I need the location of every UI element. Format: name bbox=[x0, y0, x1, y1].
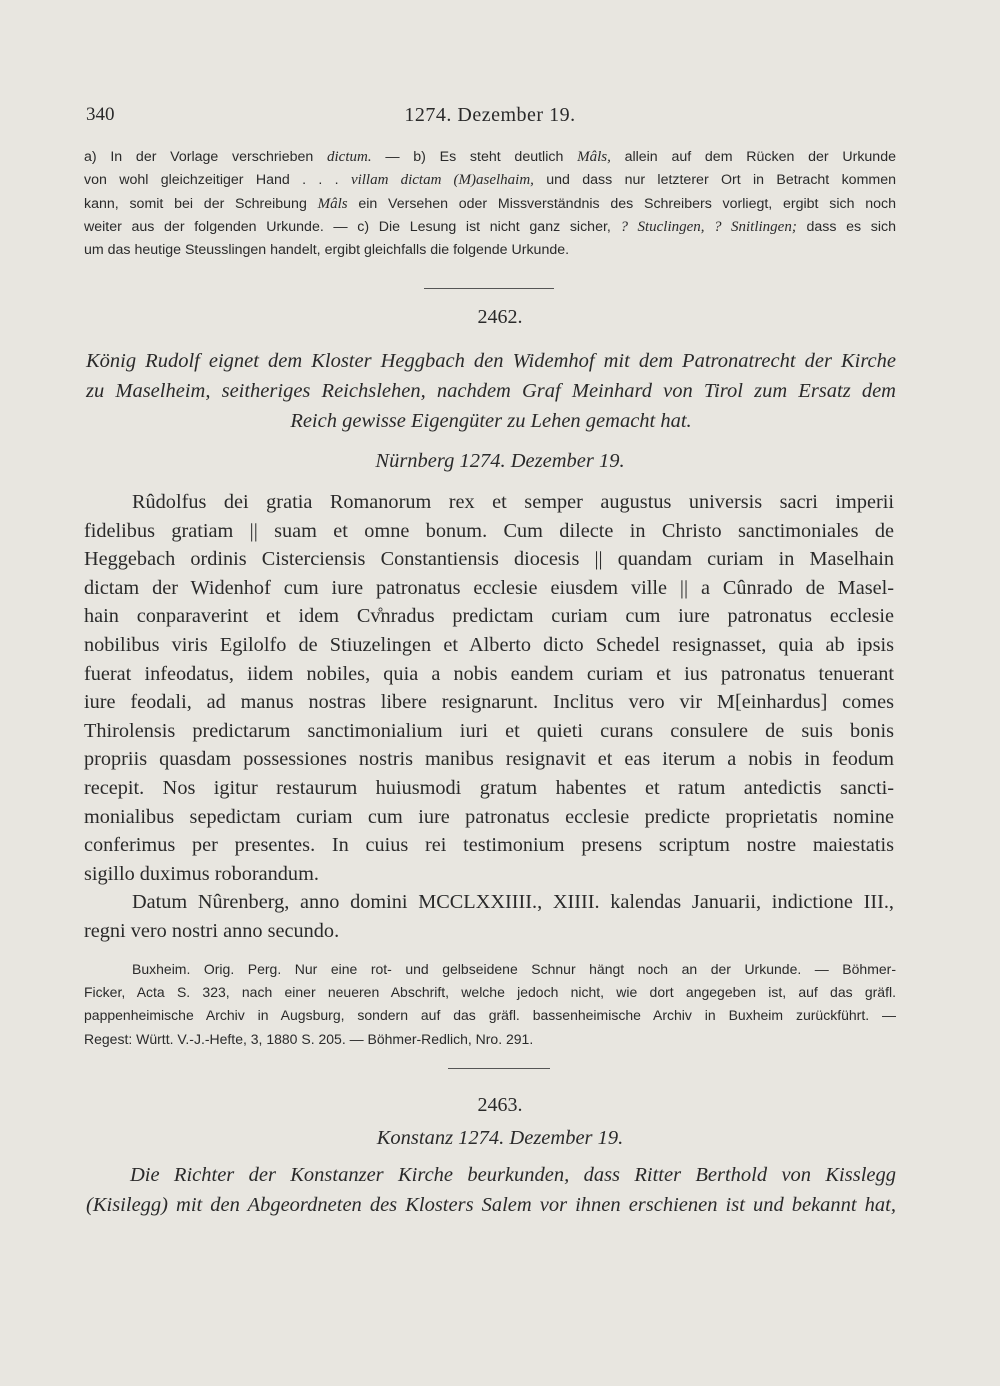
page-header bbox=[86, 100, 894, 130]
regest-line: Reich gewisse Eigengüter zu Lehen gemacht hat. bbox=[290, 410, 692, 432]
regest-line: Die Richter der Konstanzer Kirche beurkunden, dass Ritter Berthold von Kisslegg bbox=[130, 1164, 896, 1186]
source-notes bbox=[84, 958, 896, 1051]
separator-rule bbox=[448, 1068, 550, 1069]
entry-number: 2463. bbox=[477, 1094, 523, 1116]
text-line: regni vero nostri anno secundo. bbox=[84, 919, 340, 942]
footnote-line: um das heutige Steusslingen handelt, ergibt gleichfalls die folgende Urkunde. bbox=[84, 242, 570, 259]
text-line: fuerat infeodatus, iidem nobiles, quia a nobis eandem curiam et ius patronatus tenuerant bbox=[84, 662, 894, 685]
note-line: Ficker, Acta S. 323, nach einer neueren Abschrift, welche jedoch nicht, wie dort angegeben ist, auf das gräfl. bbox=[84, 984, 896, 1001]
text-line: hain conparaverint et idem Cv̊nradus predictam curiam cum iure patronatus ecclesie bbox=[84, 605, 894, 628]
regest bbox=[86, 346, 896, 436]
text-line: conferimus per presentes. In cuius rei testimonium presens scriptum nostre maiestatis bbox=[84, 834, 894, 857]
text-line: propriis quasdam possessiones nostris manibus resignavit et eas iterum a nobis in feodum bbox=[84, 748, 894, 771]
footnote-line: weiter aus der folgenden Urkunde. — c) Die Lesung ist nicht ganz sicher, ? Stuclingen, ? Snitlingen; dass es sich bbox=[84, 218, 896, 235]
regest bbox=[86, 1160, 896, 1220]
note-line: pappenheimische Archiv in Augsburg, sondern auf das gräfl. bassenheimische Archiv in Buxheim zurückführt. — bbox=[84, 1007, 896, 1024]
running-head: 1274. Dezember 19. bbox=[404, 104, 576, 126]
text-line: recepit. Nos igitur restaurum huiusmodi gratum habentes et ratum antedictis sancti- bbox=[84, 776, 894, 799]
text-line: Thirolensis predictarum sanctimonialium iuri et quieti curans consulere de suis bonis bbox=[84, 719, 894, 742]
text-line: sigillo duximus roborandum. bbox=[84, 862, 319, 885]
note-line: Regest: Württ. V.-J.-Hefte, 3, 1880 S. 205. — Böhmer-Redlich, Nro. 291. bbox=[84, 1030, 534, 1047]
place-date: Nürnberg 1274. Dezember 19. bbox=[375, 450, 625, 472]
footnote-line: kann, somit bei der Schreibung Mâls ein Versehen oder Missverständnis des Schreibers vorliegt, ergibt sich noch bbox=[84, 195, 896, 212]
regest-line: zu Maselheim, seitheriges Reichslehen, nachdem Graf Meinhard von Tirol zum Ersatz dem bbox=[86, 380, 896, 402]
text-line: iure feodali, ad manus nostras libere resignarunt. Inclitus vero vir M[einhardus] comes bbox=[84, 691, 894, 714]
footnote-line: a) In der Vorlage verschrieben dictum. — b) Es steht deutlich Mâls, allein auf dem Rücken der Urkunde bbox=[84, 149, 896, 165]
separator-rule bbox=[424, 288, 554, 289]
entry-number: 2462. bbox=[477, 306, 523, 328]
page-number: 340 bbox=[86, 104, 115, 125]
footnote-line: von wohl gleichzeitiger Hand . . . villam dictam (M)aselhaim, und dass nur letzterer Ort in Betracht kommen bbox=[84, 172, 896, 189]
regest-line: (Kisilegg) mit den Abgeordneten des Klosters Salem vor ihnen erschienen ist und bekannt hat, bbox=[86, 1194, 896, 1216]
note-line: Buxheim. Orig. Perg. Nur eine rot- und gelbseidene Schnur hängt noch an der Urkunde. — Böhmer- bbox=[132, 961, 896, 977]
document-text bbox=[84, 488, 894, 946]
place-date: Konstanz 1274. Dezember 19. bbox=[376, 1127, 624, 1149]
text-line: Rûdolfus dei gratia Romanorum rex et semper augustus universis sacri imperii bbox=[132, 491, 894, 513]
regest-line: König Rudolf eignet dem Kloster Heggbach den Widemhof mit dem Patronatrecht der Kirche bbox=[86, 350, 896, 372]
footnotes bbox=[84, 146, 896, 262]
text-line: nobilibus viris Egilolfo de Stiuzelingen et Alberto dicto Schedel resignasset, quia ab ipsis bbox=[84, 633, 894, 656]
text-line: dictam der Widenhof cum iure patronatus ecclesie eiusdem ville || a Cûnrado de Masel- bbox=[84, 576, 894, 599]
text-line: monialibus sepedictam curiam cum iure patronatus ecclesie predicte proprietatis nomine bbox=[84, 805, 894, 828]
text-line: fidelibus gratiam || suam et omne bonum. Cum dilecte in Christo sanctimoniales de bbox=[84, 519, 894, 542]
text-line: Datum Nûrenberg, anno domini MCCLXXIIII., XIIII. kalendas Januarii, indictione III., bbox=[132, 891, 894, 914]
text-line: Heggebach ordinis Cisterciensis Constantiensis diocesis || quandam curiam in Maselhain bbox=[84, 548, 894, 571]
